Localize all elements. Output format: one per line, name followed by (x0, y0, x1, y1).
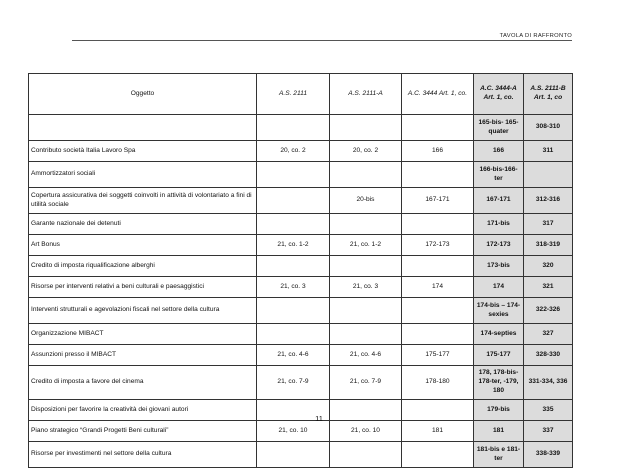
cell-as2111: 21, co. 10 (257, 421, 330, 442)
cell-subject: Contributo società Italia Lavoro Spa (29, 141, 257, 162)
cell-ac3444: 178-180 (402, 366, 474, 400)
cell-as2111 (257, 188, 330, 214)
cell-ac3444a: 172-173 (474, 235, 524, 256)
header-ac3444: A.C. 3444 Art. 1, co. (402, 74, 474, 115)
cell-as2111b: 308-310 (524, 115, 573, 141)
header-as2111b: A.S. 2111-B Art. 1, co (524, 74, 573, 115)
header-as2111a: A.S. 2111-A (330, 74, 402, 115)
cell-subject: Organizzazione MIBACT (29, 324, 257, 345)
cell-subject: Assunzioni presso il MIBACT (29, 345, 257, 366)
cell-as2111 (257, 256, 330, 277)
cell-as2111b: 317 (524, 214, 573, 235)
cell-ac3444a: 174-bis – 174-sexies (474, 298, 524, 324)
cell-as2111a: 21, co. 7-9 (330, 366, 402, 400)
cell-as2111a (330, 214, 402, 235)
cell-as2111: 21, co. 4-6 (257, 345, 330, 366)
cell-subject: Risorse per investimenti nel settore della cultura (29, 442, 257, 468)
cell-subject: Ammortizzatori sociali (29, 162, 257, 188)
cell-ac3444: 167-171 (402, 188, 474, 214)
cell-ac3444: 166 (402, 141, 474, 162)
cell-subject: Risorse per interventi relativi a beni culturali e paesaggistici (29, 277, 257, 298)
cell-ac3444 (402, 442, 474, 468)
cell-ac3444a: 166-bis-166-ter (474, 162, 524, 188)
cell-subject: Credito di imposta riqualificazione alberghi (29, 256, 257, 277)
page-number: 11 (315, 414, 323, 423)
running-head: TAVOLA DI RAFFRONTO (499, 33, 572, 39)
table-row (29, 442, 573, 468)
cell-ac3444 (402, 324, 474, 345)
cell-ac3444a: 173-bis (474, 256, 524, 277)
table-row (29, 115, 573, 141)
cell-as2111b: 328-330 (524, 345, 573, 366)
cell-as2111 (257, 162, 330, 188)
cell-as2111b: 320 (524, 256, 573, 277)
cell-as2111: 21, co. 7-9 (257, 366, 330, 400)
cell-as2111b: 322-326 (524, 298, 573, 324)
table-row (29, 162, 573, 188)
cell-ac3444: 175-177 (402, 345, 474, 366)
cell-as2111b (524, 162, 573, 188)
cell-ac3444: 174 (402, 277, 474, 298)
cell-as2111a: 21, co. 4-6 (330, 345, 402, 366)
cell-ac3444a: 174-septies (474, 324, 524, 345)
cell-as2111: 21, co. 3 (257, 277, 330, 298)
cell-as2111b: 321 (524, 277, 573, 298)
cell-as2111a: 20-bis (330, 188, 402, 214)
cell-as2111b: 331-334, 336 (524, 366, 573, 400)
cell-as2111a: 21, co. 3 (330, 277, 402, 298)
cell-ac3444a: 174 (474, 277, 524, 298)
cell-as2111b: 338-339 (524, 442, 573, 468)
cell-ac3444 (402, 298, 474, 324)
table-row (29, 421, 573, 442)
cell-as2111: 21, co. 1-2 (257, 235, 330, 256)
cell-ac3444: 172-173 (402, 235, 474, 256)
table-row (29, 235, 573, 256)
cell-subject: Garante nazionale dei detenuti (29, 214, 257, 235)
table-row (29, 298, 573, 324)
cell-as2111a: 21, co. 1-2 (330, 235, 402, 256)
cell-as2111b: 327 (524, 324, 573, 345)
cell-as2111 (257, 214, 330, 235)
cell-ac3444a: 165-bis- 165-quater (474, 115, 524, 141)
header-as2111: A.S. 2111 (257, 74, 330, 115)
cell-subject: Art Bonus (29, 235, 257, 256)
cell-ac3444a: 167-171 (474, 188, 524, 214)
cell-subject (29, 115, 257, 141)
cell-as2111b: 337 (524, 421, 573, 442)
cell-ac3444 (402, 162, 474, 188)
cell-as2111 (257, 442, 330, 468)
cell-as2111a (330, 324, 402, 345)
cell-ac3444: 181 (402, 421, 474, 442)
header-subject: Oggetto (29, 74, 257, 115)
cell-subject: Piano strategico “Grandi Progetti Beni culturali” (29, 421, 257, 442)
comparison-table (28, 73, 573, 468)
cell-as2111b: 335 (524, 400, 573, 421)
cell-as2111a (330, 162, 402, 188)
table-row (29, 345, 573, 366)
cell-as2111a: 20, co. 2 (330, 141, 402, 162)
cell-as2111a (330, 256, 402, 277)
cell-as2111: 20, co. 2 (257, 141, 330, 162)
table-row (29, 214, 573, 235)
cell-as2111b: 312-316 (524, 188, 573, 214)
table-row (29, 366, 573, 400)
cell-as2111 (257, 115, 330, 141)
cell-as2111 (257, 298, 330, 324)
cell-as2111a (330, 298, 402, 324)
header-rule (72, 40, 572, 41)
header-ac3444a: A.C. 3444-A Art. 1, co. (474, 74, 524, 115)
cell-ac3444a: 166 (474, 141, 524, 162)
table-header-row (29, 74, 573, 115)
cell-ac3444a: 178, 178-bis-178-ter, -179, 180 (474, 366, 524, 400)
cell-subject: Disposizioni per favorire la creatività dei giovani autori (29, 400, 257, 421)
cell-subject: Interventi strutturali e agevolazioni fiscali nel settore della cultura (29, 298, 257, 324)
cell-ac3444a: 181-bis e 181-ter (474, 442, 524, 468)
table-row (29, 277, 573, 298)
cell-ac3444 (402, 115, 474, 141)
cell-as2111a (330, 442, 402, 468)
table-row (29, 324, 573, 345)
cell-as2111 (257, 324, 330, 345)
cell-ac3444a: 181 (474, 421, 524, 442)
cell-ac3444a: 179-bis (474, 400, 524, 421)
table-row (29, 188, 573, 214)
table-row (29, 256, 573, 277)
cell-ac3444 (402, 214, 474, 235)
cell-as2111a: 21, co. 10 (330, 421, 402, 442)
cell-as2111a (330, 115, 402, 141)
cell-subject: Copertura assicurativa dei soggetti coinvolti in attività di volontariato a fini di utilità sociale (29, 188, 257, 214)
cell-ac3444a: 175-177 (474, 345, 524, 366)
cell-ac3444 (402, 256, 474, 277)
cell-as2111b: 318-319 (524, 235, 573, 256)
cell-ac3444a: 171-bis (474, 214, 524, 235)
table-row (29, 141, 573, 162)
cell-as2111b: 311 (524, 141, 573, 162)
cell-subject: Credito di imposta a favore del cinema (29, 366, 257, 400)
